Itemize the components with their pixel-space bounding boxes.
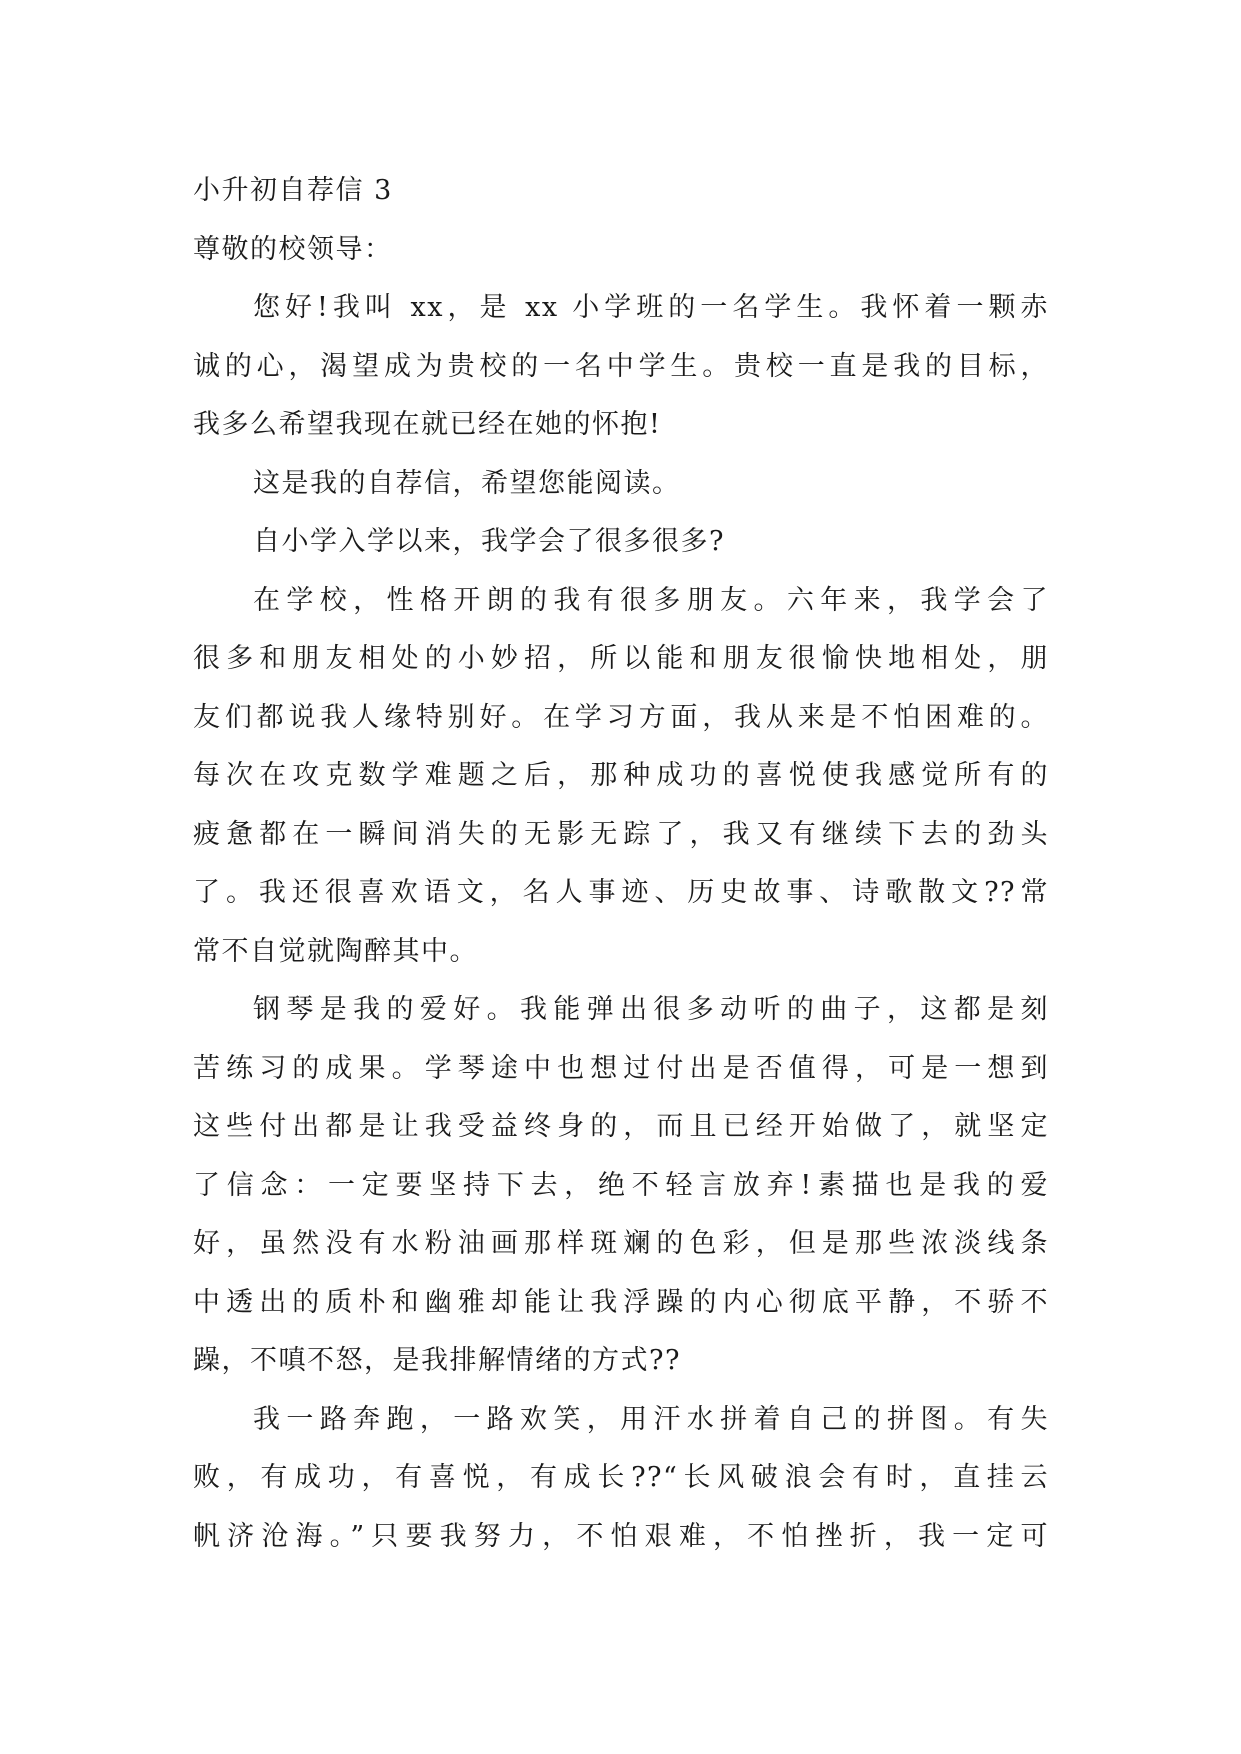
- paragraph-line: 很多和朋友相处的小妙招，所以能和朋友很愉快地相处，朋: [193, 643, 1049, 674]
- paragraph-line: 躁，不嗔不怒，是我排解情绪的方式??: [193, 1345, 681, 1376]
- paragraph-line: 友们都说我人缘特别好。在学习方面，我从来是不怕困难的。: [193, 701, 1049, 733]
- paragraph-line: 我多么希望我现在就已经在她的怀抱!: [193, 409, 662, 440]
- paragraph-line: 诚的心，渴望成为贵校的一名中学生。贵校一直是我的目标，: [193, 350, 1049, 382]
- paragraph-line: 每次在攻克数学难题之后，那种成功的喜悦使我感觉所有的: [193, 760, 1049, 791]
- paragraph-line: 疲惫都在一瞬间消失的无影无踪了，我又有继续下去的劲头: [193, 818, 1049, 850]
- letter-page: [193, 162, 1049, 1566]
- paragraph-line: 苦练习的成果。学琴途中也想过付出是否值得，可是一想到: [193, 1052, 1049, 1084]
- paragraph-line: 帆济沧海。”只要我努力，不怕艰难，不怕挫折，我一定可: [193, 1520, 1049, 1552]
- document-title: 小升初自荐信 3: [193, 175, 393, 206]
- paragraph-line: 您好!我叫 xx，是 xx 小学班的一名学生。我怀着一颗赤: [253, 292, 1049, 323]
- paragraph-line: 了信念：一定要坚持下去，绝不轻言放弃!素描也是我的爱: [193, 1169, 1049, 1201]
- paragraph-line: 常不自觉就陶醉其中。: [193, 935, 478, 967]
- paragraph-line: 钢琴是我的爱好。我能弹出很多动听的曲子，这都是刻: [253, 994, 1049, 1025]
- paragraph-line: 我一路奔跑，一路欢笑，用汗水拼着自己的拼图。有失: [253, 1403, 1049, 1435]
- paragraph-line: 好，虽然没有水粉油画那样斑斓的色彩，但是那些浓淡线条: [193, 1228, 1049, 1259]
- paragraph-line: 自小学入学以来，我学会了很多很多?: [253, 526, 725, 557]
- paragraph-line: 败，有成功，有喜悦，有成长??“长风破浪会有时，直挂云: [193, 1462, 1049, 1493]
- paragraph-line: 在学校，性格开朗的我有很多朋友。六年来，我学会了: [253, 584, 1049, 616]
- paragraph-line: 这是我的自荐信，希望您能阅读。: [253, 467, 681, 499]
- paragraph-line: 了。我还很喜欢语文，名人事迹、历史故事、诗歌散文??常: [193, 877, 1049, 908]
- paragraph-line: 中透出的质朴和幽雅却能让我浮躁的内心彻底平静，不骄不: [193, 1286, 1049, 1318]
- salutation: 尊敬的校领导：: [193, 233, 393, 265]
- paragraph-line: 这些付出都是让我受益终身的，而且已经开始做了，就坚定: [193, 1111, 1049, 1142]
